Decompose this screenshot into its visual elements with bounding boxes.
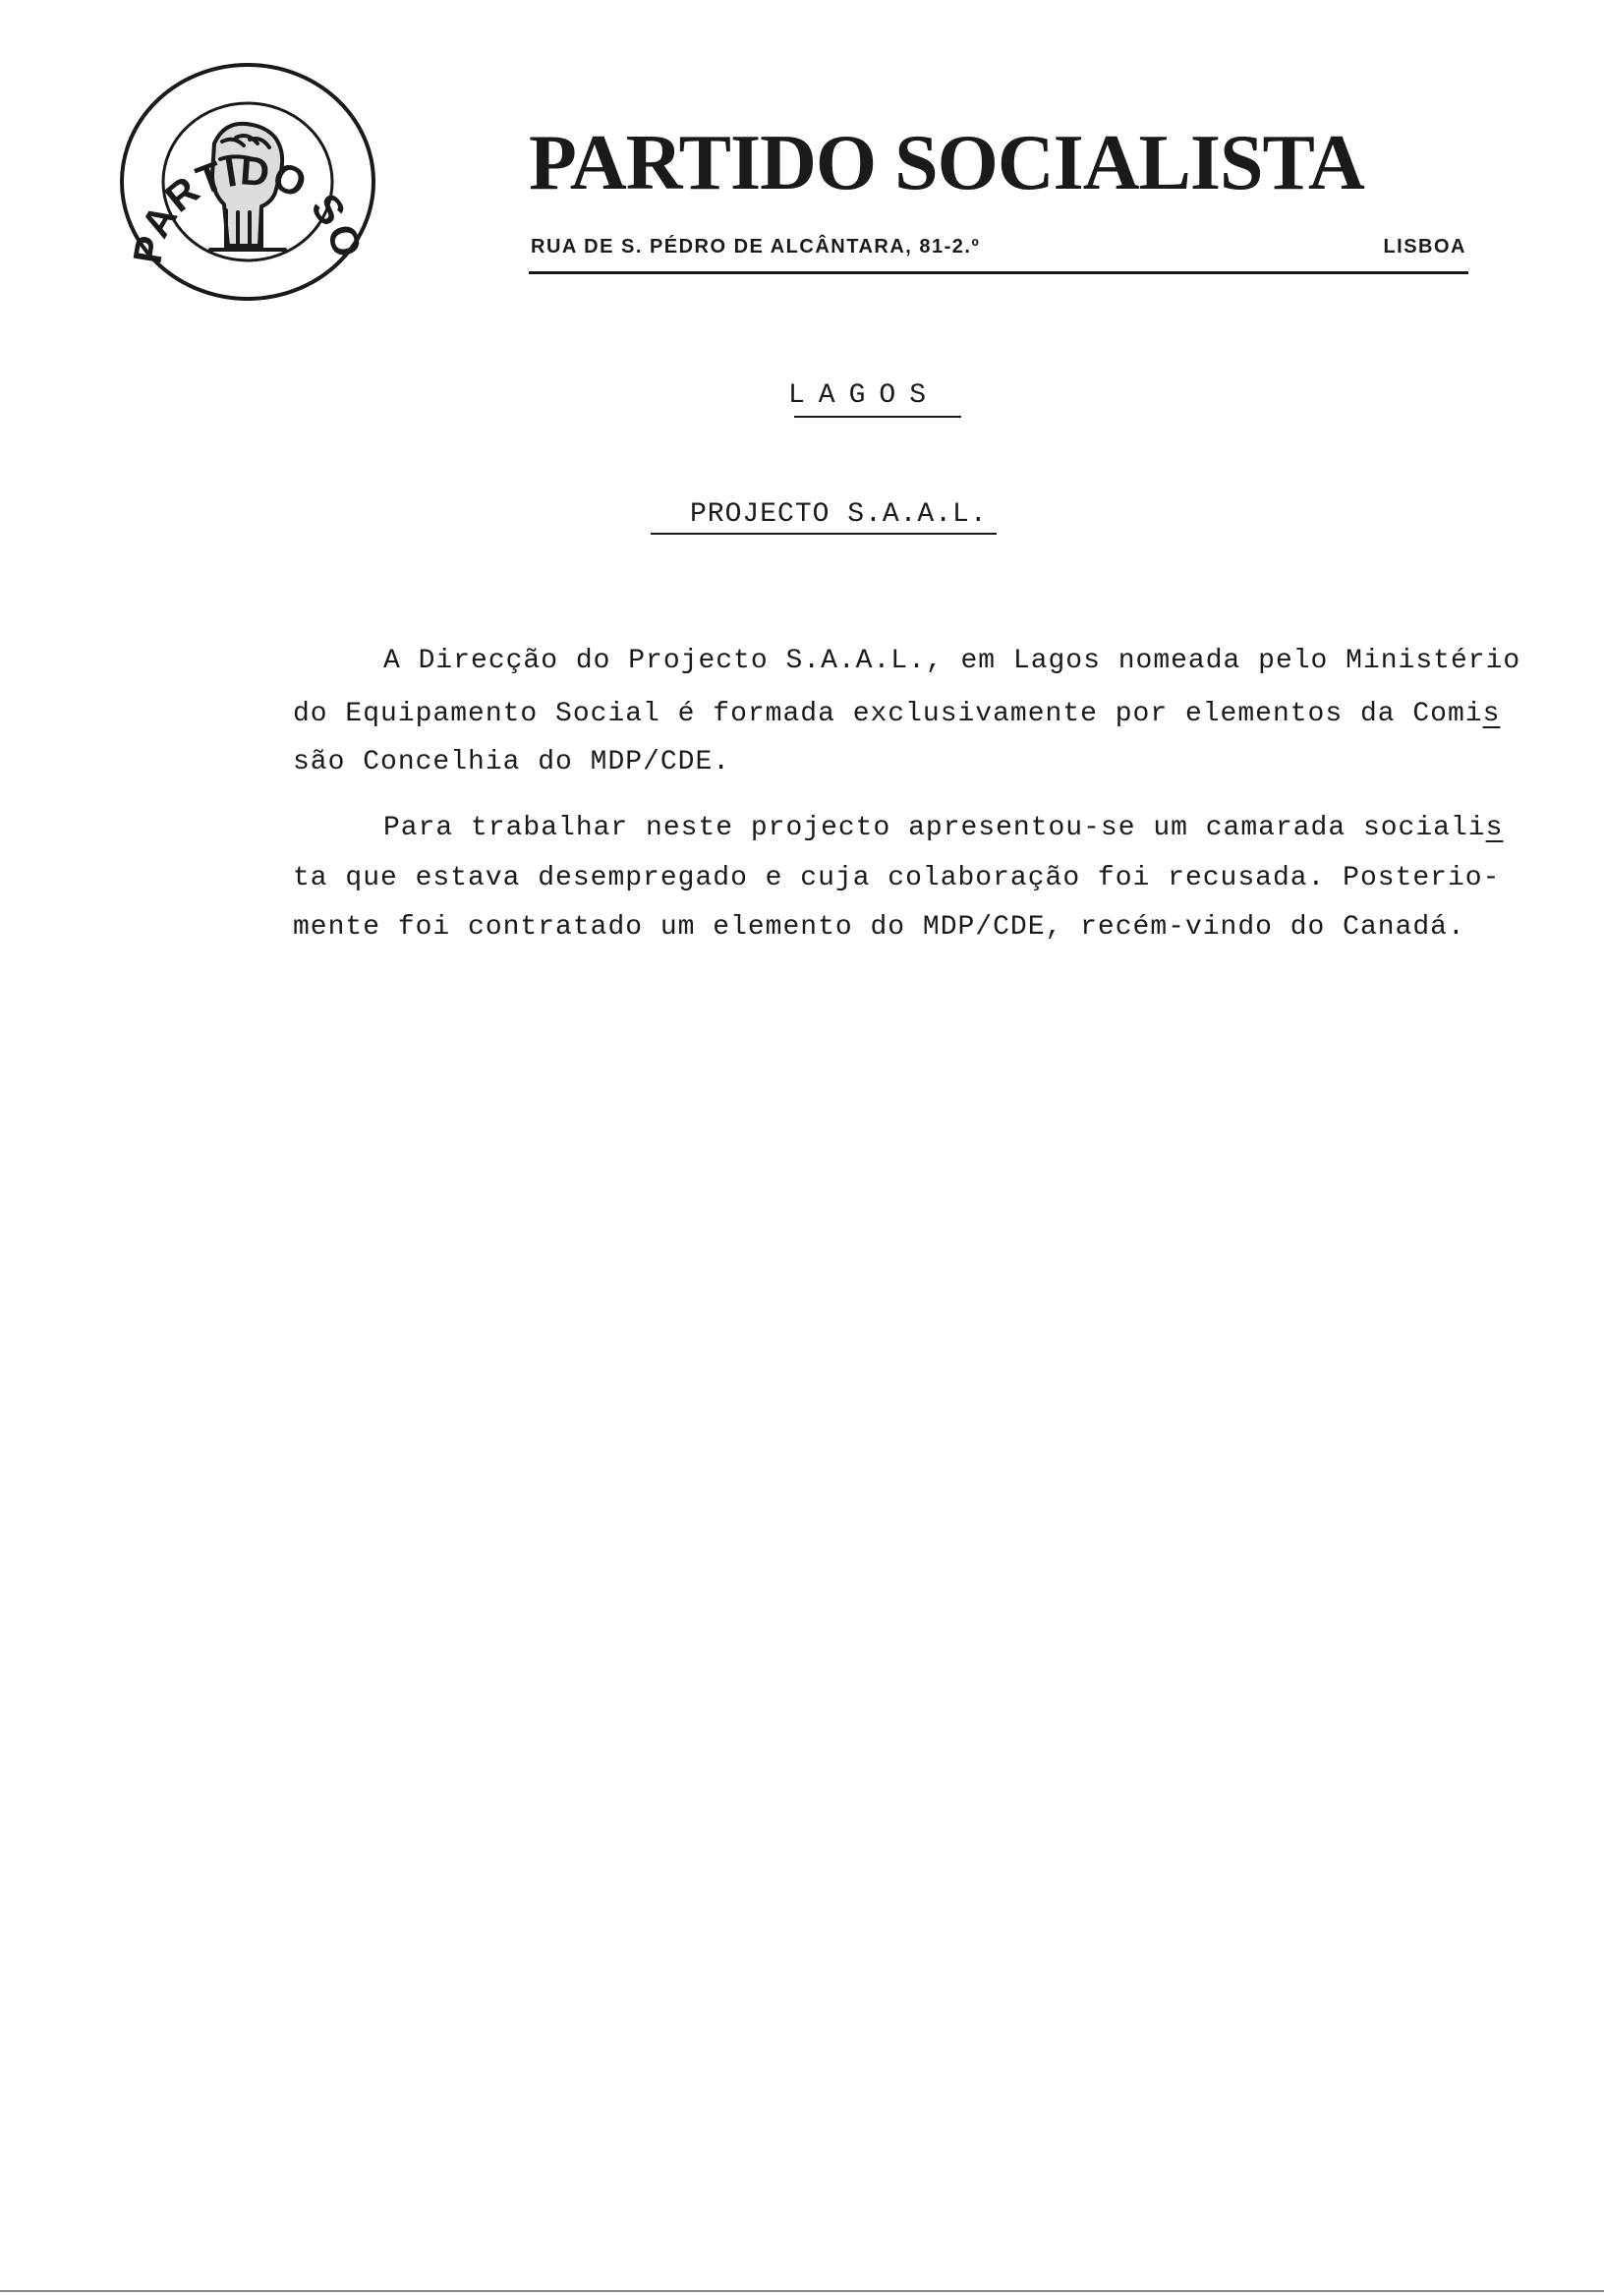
hyphenation-mark: s [1485,813,1504,843]
seal-text: PARTIDO SO [124,147,372,267]
body-line-text: do Equipamento Social é formada exclusivamente por elementos da Comi [293,699,1483,729]
letterhead-divider [529,271,1468,274]
fist-seal-icon [118,61,377,303]
organization-name: PARTIDO SOCIALISTA [529,120,1364,206]
heading-project: PROJECTO S.A.A.L. [690,499,988,530]
page-bottom-edge [0,2290,1604,2292]
body-line: mente foi contratado um elemento do MDP/CDE, recém-vindo do Canadá. [293,912,1465,943]
heading-place-underline [794,416,961,418]
body-line: são Concelhia do MDP/CDE. [293,747,731,777]
body-line: ta que estava desempregado e cuja colaboração foi recusada. Posterio- [293,863,1501,893]
party-seal-logo [118,61,377,303]
raised-fist-icon [210,124,285,250]
body-line-text: Para trabalhar neste projecto apresentou-se um camarada sociali [383,813,1486,843]
organization-city: LISBOA [1383,236,1466,258]
organization-address: RUA DE S. PÉDRO DE ALCÂNTARA, 81-2.º [531,236,981,258]
heading-place: LAGOS [788,380,941,411]
body-line [383,813,1503,843]
heading-project-underline [651,533,997,535]
body-line: A Direcção do Projecto S.A.A.L., em Lagos nomeada pelo Ministério [383,646,1521,676]
hyphenation-mark: s [1482,699,1501,729]
body-line [293,699,1500,729]
